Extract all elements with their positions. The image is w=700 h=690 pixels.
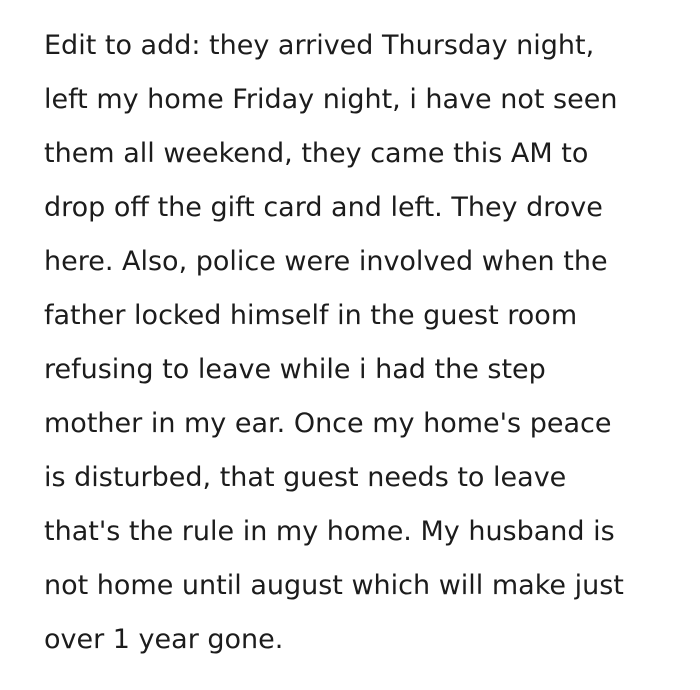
post-body-text — [44, 19, 684, 667]
text-line: Edit to add: they arrived Thursday night, — [44, 30, 595, 61]
text-line: is disturbed, that guest needs to leave — [44, 462, 567, 493]
text-line: over 1 year gone. — [44, 624, 284, 655]
text-line: them all weekend, they came this AM to — [44, 138, 589, 169]
text-line: not home until august which will make just — [44, 570, 624, 601]
text-line: refusing to leave while i had the step — [44, 354, 546, 385]
text-line: here. Also, police were involved when the — [44, 246, 608, 277]
text-line: mother in my ear. Once my home's peace — [44, 408, 612, 439]
text-line: that's the rule in my home. My husband is — [44, 516, 615, 547]
text-line: left my home Friday night, i have not seen — [44, 84, 618, 115]
text-line: drop off the gift card and left. They drove — [44, 192, 603, 223]
text-line: father locked himself in the guest room — [44, 300, 578, 331]
